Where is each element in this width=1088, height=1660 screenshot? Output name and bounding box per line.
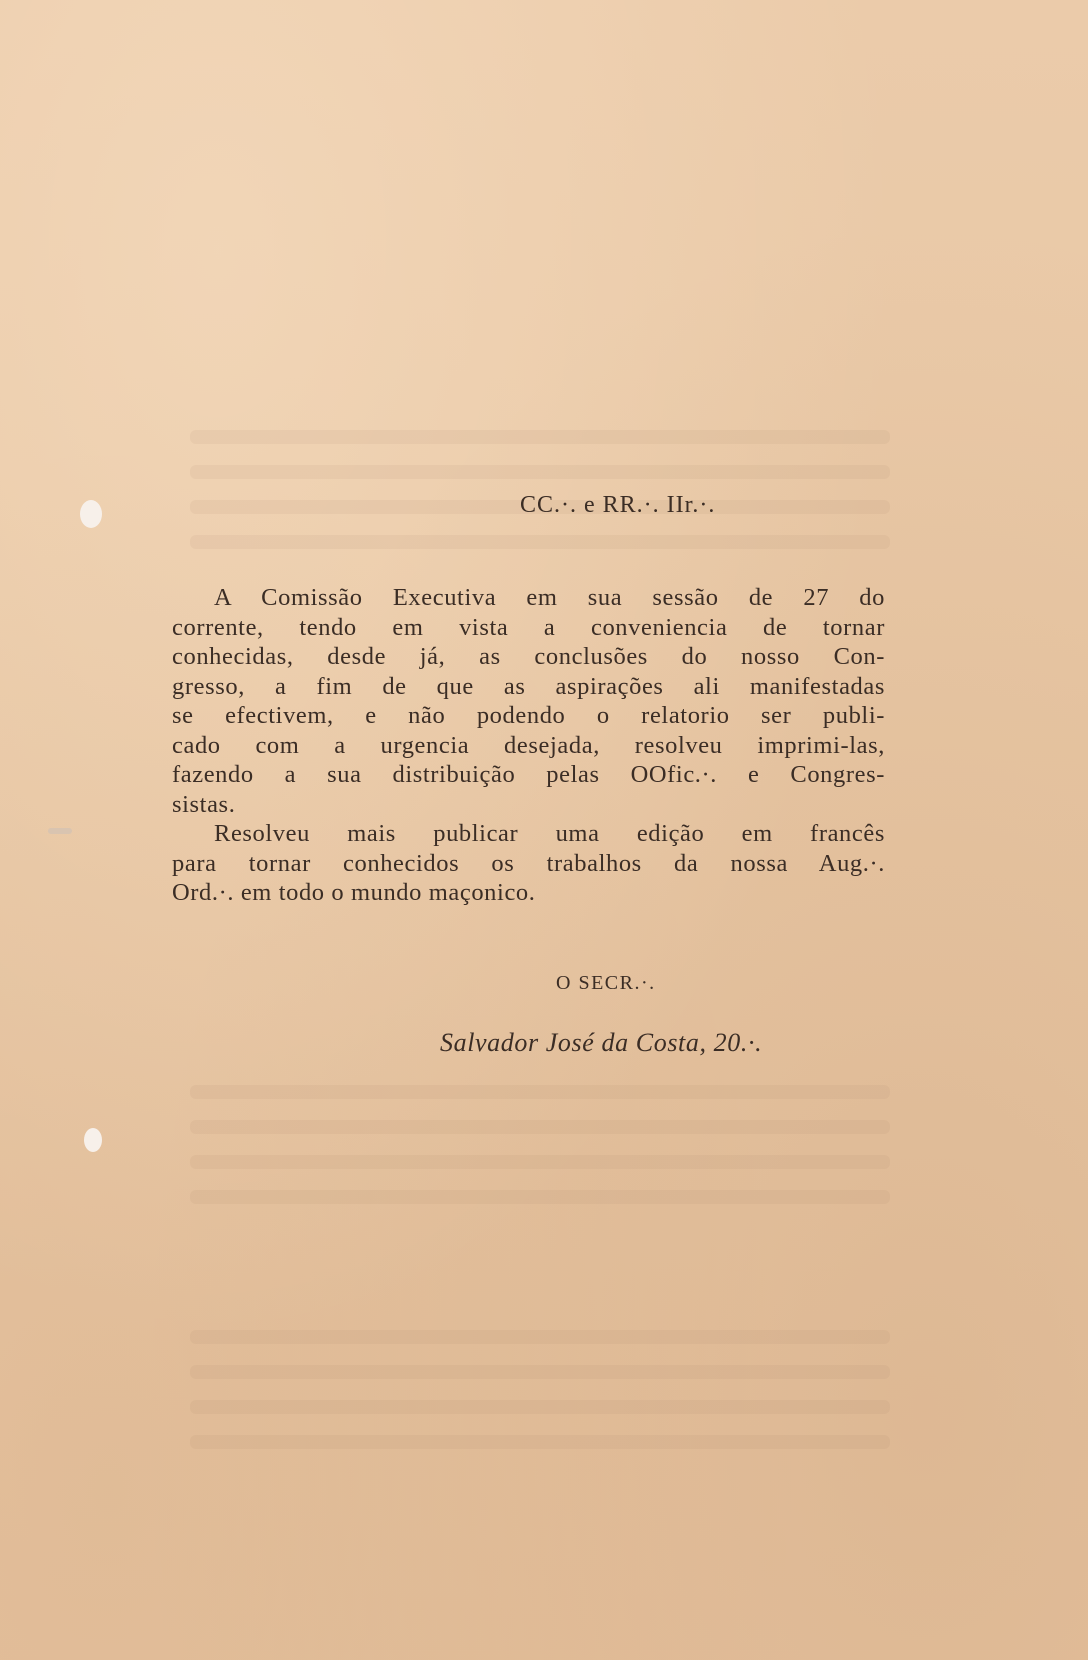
text-line: conhecidas, desde já, as conclusões do nosso Con-: [172, 643, 885, 670]
text-line: se efectivem, e não podendo o relatorio ser publi-: [172, 702, 885, 729]
bleed-through-mark: [190, 1120, 890, 1134]
binding-hole: [80, 500, 102, 528]
text-line: Ord.·. em todo o mundo maçonico.: [172, 879, 536, 906]
signature-line: Salvador José da Costa, 20.·.: [440, 1028, 763, 1057]
body-paragraph-2: [172, 819, 885, 908]
bleed-through-mark: [190, 1400, 890, 1414]
text-line: cado com a urgencia desejada, resolveu imprimi-las,: [172, 731, 885, 759]
bleed-through-mark: [190, 1155, 890, 1169]
body-paragraph-1: [172, 583, 885, 819]
bleed-through-mark: [190, 1190, 890, 1204]
salutation: CC.·. e RR.·. IIr.·.: [520, 492, 716, 518]
binding-hole: [84, 1128, 102, 1152]
bleed-through-mark: [190, 465, 890, 479]
bleed-through-mark: [190, 430, 890, 444]
text-line: Resolveu mais publicar uma edição em francês: [214, 820, 885, 847]
secretary-title: O SECR.·.: [556, 972, 656, 994]
binding-hole: [48, 828, 72, 834]
text-line: fazendo a sua distribuição pelas OOfic.·. e Congres-: [172, 761, 885, 788]
bleed-through-mark: [190, 1330, 890, 1344]
bleed-through-mark: [190, 535, 890, 549]
bleed-through-mark: [190, 1085, 890, 1099]
text-line: para tornar conhecidos os trabalhos da nossa Aug.·.: [172, 849, 885, 877]
text-line: corrente, tendo em vista a conveniencia de tornar: [172, 613, 885, 641]
bleed-through-mark: [190, 1435, 890, 1449]
bleed-through-mark: [190, 1365, 890, 1379]
text-line: A Comissão Executiva em sua sessão de 27 do: [214, 584, 885, 611]
text-line: sistas.: [172, 790, 236, 818]
text-line: gresso, a fim de que as aspirações ali manifestadas: [172, 672, 885, 700]
